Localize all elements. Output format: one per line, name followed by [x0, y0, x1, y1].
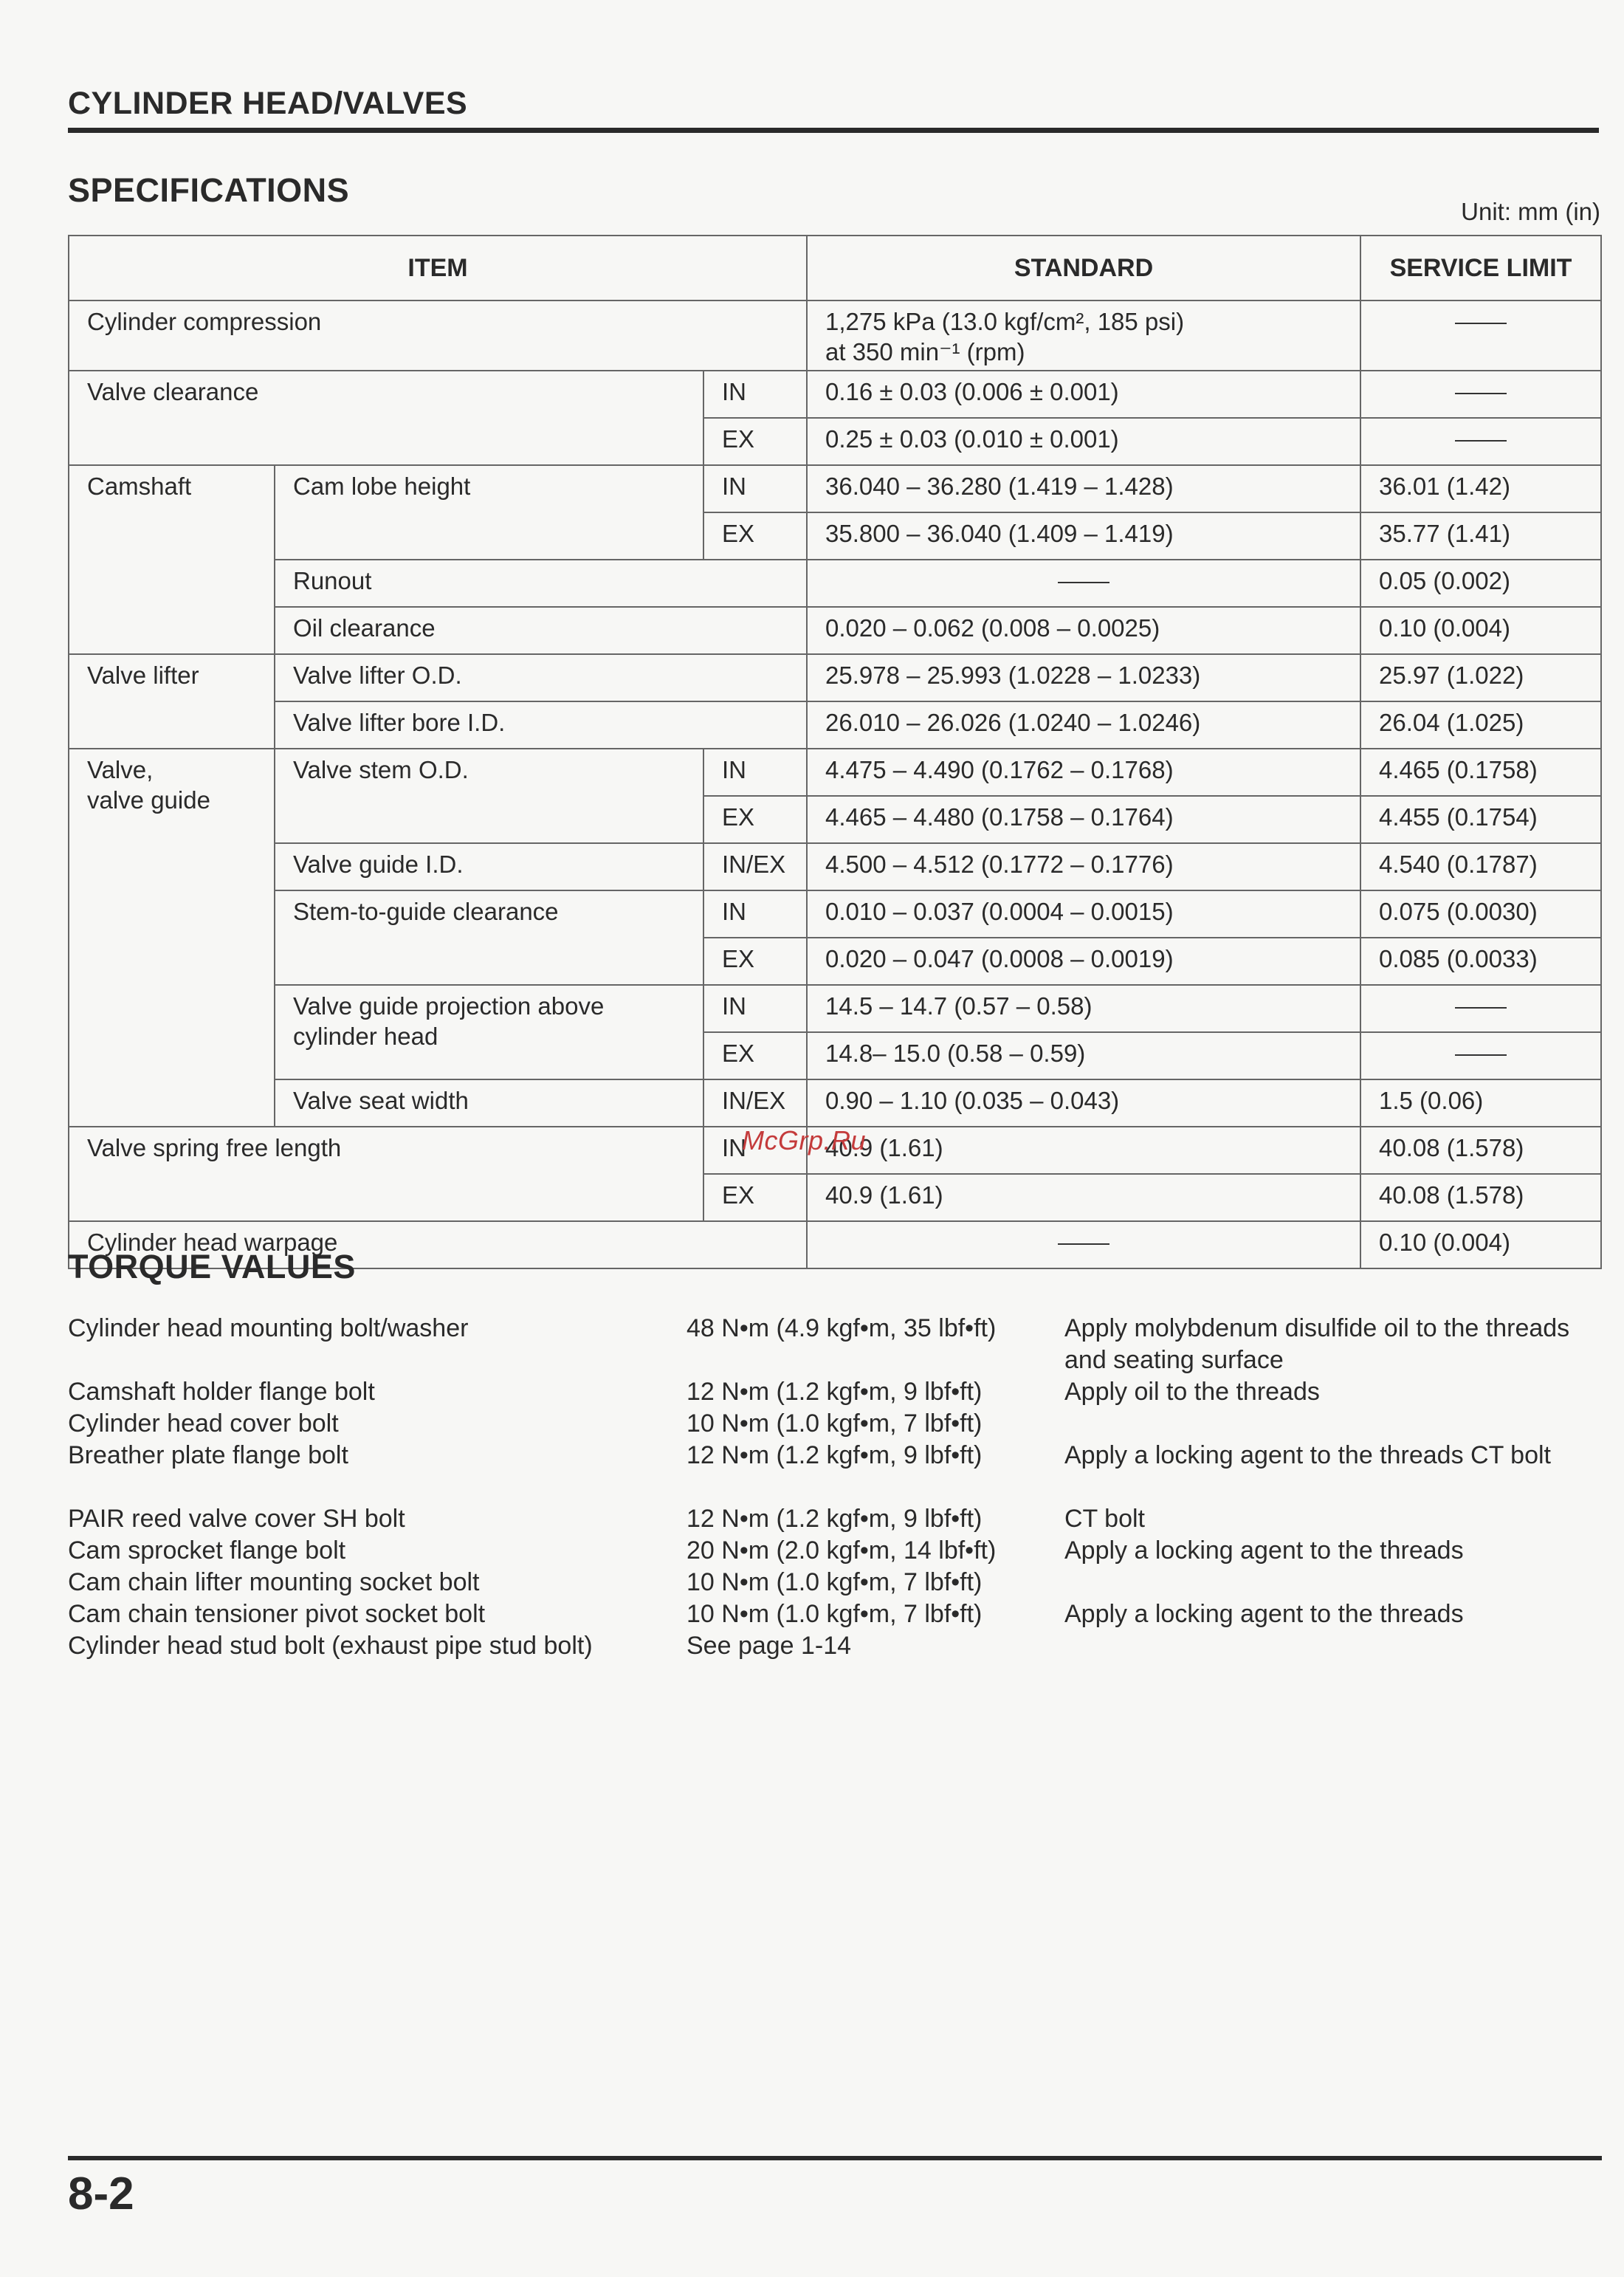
- dash-icon: [1455, 440, 1507, 442]
- torque-item-note: Apply a locking agent to the threads: [1064, 1600, 1464, 1628]
- torque-item-value: 12 N•m (1.2 kgf•m, 9 lbf•ft): [687, 1505, 983, 1533]
- table-row: [69, 843, 1601, 890]
- standard-cell: 25.978 – 25.993 (1.0228 – 1.0233): [807, 654, 1360, 701]
- standard-cell: 0.90 – 1.10 (0.035 – 0.043): [807, 1079, 1360, 1127]
- limit-cell: 0.10 (0.004): [1360, 607, 1601, 654]
- item-line: valve guide: [87, 786, 210, 814]
- item-cell: Camshaft: [69, 465, 275, 654]
- limit-cell: 0.085 (0.0033): [1360, 938, 1601, 985]
- torque-item-name: Cylinder head cover bolt: [68, 1409, 339, 1438]
- subitem-cell: Runout: [275, 560, 807, 607]
- torque-row: [68, 1567, 1599, 1598]
- table-row: [69, 701, 1601, 749]
- side-cell: IN: [703, 890, 807, 938]
- table-row: [69, 749, 1601, 796]
- standard-cell: 26.010 – 26.026 (1.0240 – 1.0246): [807, 701, 1360, 749]
- limit-cell: 0.10 (0.004): [1360, 1221, 1601, 1268]
- subitem-cell: Valve lifter bore I.D.: [275, 701, 807, 749]
- specifications-title: SPECIFICATIONS: [68, 171, 350, 209]
- subitem-line: cylinder head: [293, 1023, 438, 1050]
- limit-cell: [1360, 1032, 1601, 1079]
- torque-item-note: CT bolt: [1064, 1505, 1145, 1533]
- table-header-row: [69, 236, 1601, 300]
- table-row: [69, 371, 1601, 418]
- limit-cell: 1.5 (0.06): [1360, 1079, 1601, 1127]
- standard-cell: 4.465 – 4.480 (0.1758 – 0.1764): [807, 796, 1360, 843]
- table-row: [69, 465, 1601, 512]
- limit-cell: 26.04 (1.025): [1360, 701, 1601, 749]
- limit-cell: 4.540 (0.1787): [1360, 843, 1601, 890]
- torque-item-value: 10 N•m (1.0 kgf•m, 7 lbf•ft): [687, 1600, 983, 1628]
- subitem-cell: Valve stem O.D.: [275, 749, 703, 843]
- side-cell: EX: [703, 938, 807, 985]
- side-cell: EX: [703, 796, 807, 843]
- torque-item-name: Cam sprocket flange bolt: [68, 1536, 346, 1565]
- limit-cell: [1360, 300, 1601, 371]
- col-header-standard: STANDARD: [807, 236, 1360, 300]
- dash-icon: [1455, 323, 1507, 324]
- torque-item-value: 48 N•m (4.9 kgf•m, 35 lbf•ft): [687, 1314, 997, 1342]
- subitem-cell: Cam lobe height: [275, 465, 703, 560]
- page-number: 8-2: [68, 2168, 134, 2219]
- torque-item-name: Breather plate flange bolt: [68, 1441, 348, 1469]
- side-cell: IN: [703, 749, 807, 796]
- item-cell: [69, 749, 275, 1127]
- limit-cell: [1360, 985, 1601, 1032]
- torque-row: [68, 1440, 1599, 1503]
- limit-cell: 36.01 (1.42): [1360, 465, 1601, 512]
- standard-cell: 4.475 – 4.490 (0.1762 – 0.1768): [807, 749, 1360, 796]
- side-cell: EX: [703, 418, 807, 465]
- unit-label: Unit: mm (in): [1461, 198, 1600, 225]
- section-header: CYLINDER HEAD/VALVES: [68, 86, 1599, 133]
- torque-title: TORQUE VALUES: [68, 1248, 356, 1285]
- side-cell: IN: [703, 465, 807, 512]
- table-row: [69, 1079, 1601, 1127]
- table-row: [69, 654, 1601, 701]
- limit-cell: 4.465 (0.1758): [1360, 749, 1601, 796]
- torque-item-name: Cylinder head stud bolt (exhaust pipe stud bolt): [68, 1632, 593, 1660]
- limit-cell: [1360, 371, 1601, 418]
- torque-item-value: 12 N•m (1.2 kgf•m, 9 lbf•ft): [687, 1441, 983, 1469]
- standard-cell: 35.800 – 36.040 (1.409 – 1.419): [807, 512, 1360, 560]
- torque-row: [68, 1408, 1599, 1440]
- torque-item-note: Apply oil to the threads: [1064, 1378, 1320, 1406]
- item-cell: Cylinder compression: [69, 300, 807, 371]
- standard-cell: 14.5 – 14.7 (0.57 – 0.58): [807, 985, 1360, 1032]
- col-header-item: ITEM: [69, 236, 807, 300]
- limit-cell: 25.97 (1.022): [1360, 654, 1601, 701]
- limit-cell: 0.075 (0.0030): [1360, 890, 1601, 938]
- limit-cell: 40.08 (1.578): [1360, 1174, 1601, 1221]
- side-cell: IN/EX: [703, 1079, 807, 1127]
- torque-item-note: Apply a locking agent to the threads CT bolt: [1064, 1441, 1551, 1469]
- torque-item-name: PAIR reed valve cover SH bolt: [68, 1505, 405, 1533]
- limit-cell: 35.77 (1.41): [1360, 512, 1601, 560]
- dash-icon: [1455, 393, 1507, 394]
- standard-cell: 0.16 ± 0.03 (0.006 ± 0.001): [807, 371, 1360, 418]
- dash-icon: [1455, 1007, 1507, 1009]
- subitem-cell: Valve lifter O.D.: [275, 654, 807, 701]
- torque-item-name: Cam chain lifter mounting socket bolt: [68, 1568, 480, 1596]
- torque-item-name: Cylinder head mounting bolt/washer: [68, 1314, 469, 1342]
- side-cell: IN: [703, 371, 807, 418]
- torque-item-note: Apply molybdenum disulfide oil to the threads and seating surface: [1064, 1314, 1570, 1374]
- limit-cell: 0.05 (0.002): [1360, 560, 1601, 607]
- col-header-service-limit: SERVICE LIMIT: [1360, 236, 1601, 300]
- side-cell: IN: [703, 985, 807, 1032]
- torque-row: [68, 1503, 1599, 1535]
- torque-item-name: Camshaft holder flange bolt: [68, 1378, 375, 1406]
- standard-cell: 4.500 – 4.512 (0.1772 – 0.1776): [807, 843, 1360, 890]
- side-cell: IN/EX: [703, 843, 807, 890]
- subitem-cell: Oil clearance: [275, 607, 807, 654]
- dash-icon: [1058, 1243, 1109, 1245]
- torque-item-note: Apply a locking agent to the threads: [1064, 1536, 1464, 1565]
- subitem-line: Valve guide projection above: [293, 992, 605, 1020]
- torque-item-name: Cam chain tensioner pivot socket bolt: [68, 1600, 486, 1628]
- standard-cell: 0.020 – 0.047 (0.0008 – 0.0019): [807, 938, 1360, 985]
- standard-cell: [807, 1221, 1360, 1268]
- table-row: [69, 985, 1601, 1032]
- dash-icon: [1058, 582, 1109, 583]
- standard-cell: 0.010 – 0.037 (0.0004 – 0.0015): [807, 890, 1360, 938]
- table-row: [69, 300, 1601, 371]
- side-cell: EX: [703, 512, 807, 560]
- torque-row: [68, 1630, 1599, 1662]
- torque-row: [68, 1598, 1599, 1630]
- torque-item-value: See page 1-14: [687, 1632, 852, 1660]
- footer-rule: [68, 2156, 1602, 2160]
- standard-cell: 40.9 (1.61): [807, 1127, 1360, 1174]
- standard-cell: 0.020 – 0.062 (0.008 – 0.0025): [807, 607, 1360, 654]
- standard-cell: [807, 300, 1360, 371]
- torque-row: [68, 1535, 1599, 1567]
- limit-cell: 40.08 (1.578): [1360, 1127, 1601, 1174]
- subitem-cell: Stem-to-guide clearance: [275, 890, 703, 985]
- standard-line: 1,275 kPa (13.0 kgf/cm², 185 psi): [825, 308, 1185, 335]
- item-line: Valve,: [87, 756, 154, 783]
- side-cell: EX: [703, 1174, 807, 1221]
- side-cell: EX: [703, 1032, 807, 1079]
- torque-row: [68, 1376, 1599, 1408]
- torque-item-value: 20 N•m (2.0 kgf•m, 14 lbf•ft): [687, 1536, 997, 1565]
- subitem-cell: Valve seat width: [275, 1079, 703, 1127]
- item-cell: Cylinder head warpage: [69, 1221, 807, 1268]
- specifications-table: [68, 235, 1602, 1269]
- dash-icon: [1455, 1054, 1507, 1056]
- standard-cell: 14.8– 15.0 (0.58 – 0.59): [807, 1032, 1360, 1079]
- torque-row: [68, 1313, 1599, 1376]
- torque-item-value: 12 N•m (1.2 kgf•m, 9 lbf•ft): [687, 1378, 983, 1406]
- standard-cell: 40.9 (1.61): [807, 1174, 1360, 1221]
- torque-item-value: 10 N•m (1.0 kgf•m, 7 lbf•ft): [687, 1409, 983, 1438]
- limit-cell: 4.455 (0.1754): [1360, 796, 1601, 843]
- standard-cell: [807, 560, 1360, 607]
- side-cell: IN: [703, 1127, 807, 1174]
- table-row: [69, 607, 1601, 654]
- table-row: [69, 890, 1601, 938]
- limit-cell: [1360, 418, 1601, 465]
- table-row: [69, 560, 1601, 607]
- standard-cell: 36.040 – 36.280 (1.419 – 1.428): [807, 465, 1360, 512]
- standard-cell: 0.25 ± 0.03 (0.010 ± 0.001): [807, 418, 1360, 465]
- watermark[interactable]: McGrp.Ru: [742, 1125, 867, 1155]
- subitem-cell: [275, 985, 703, 1079]
- item-cell: Valve clearance: [69, 371, 703, 465]
- torque-item-value: 10 N•m (1.0 kgf•m, 7 lbf•ft): [687, 1568, 983, 1596]
- item-cell: Valve lifter: [69, 654, 275, 749]
- subitem-cell: Valve guide I.D.: [275, 843, 703, 890]
- torque-list: [68, 1313, 1599, 1662]
- item-cell: Valve spring free length: [69, 1127, 703, 1221]
- standard-line: at 350 min⁻¹ (rpm): [825, 338, 1025, 365]
